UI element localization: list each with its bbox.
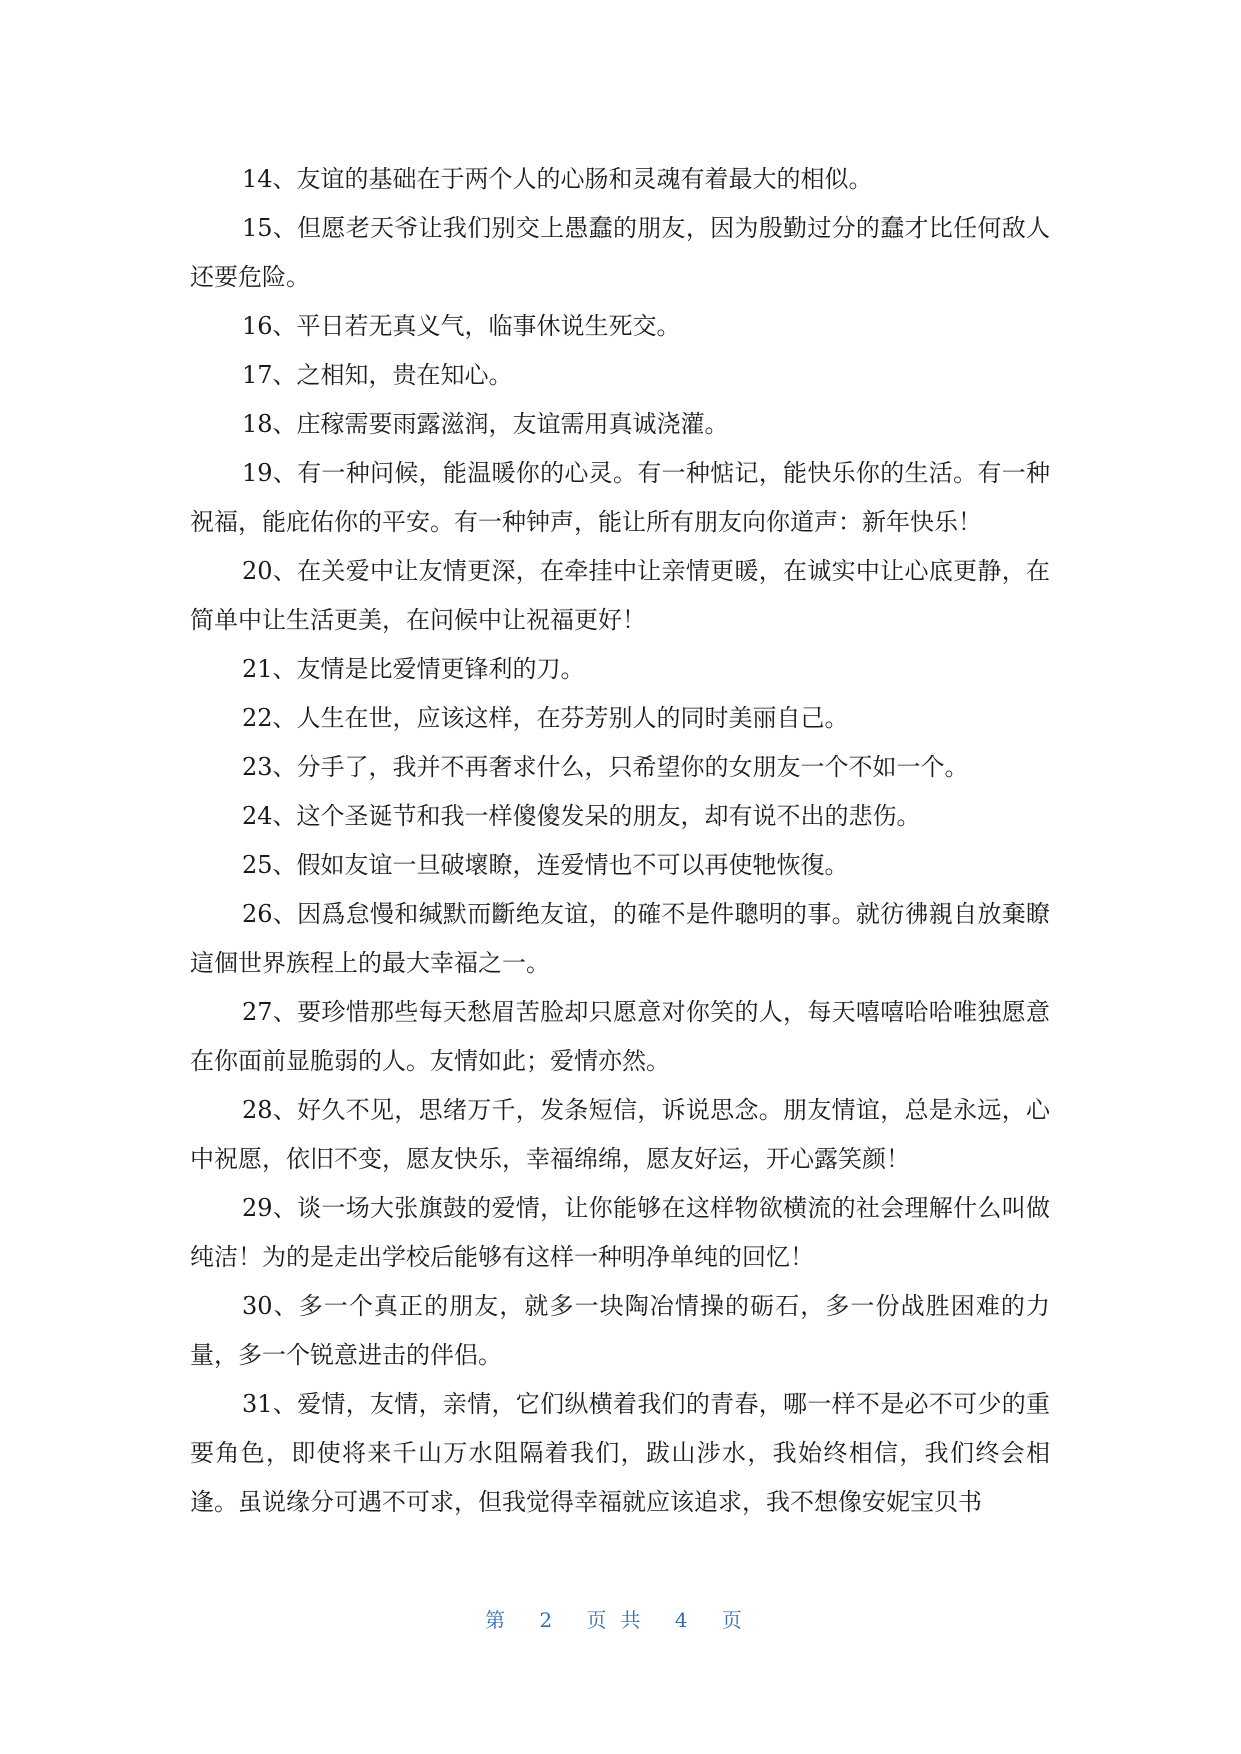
paragraph-22: 22、人生在世，应该这样，在芬芳别人的同时美丽自己。 (242, 704, 849, 732)
paragraph-14: 14、友谊的基础在于两个人的心肠和灵魂有着最大的相似。 (242, 165, 873, 193)
paragraph-20: 20、在关爱中让友情更深，在牵挂中让亲情更暖，在诚实中让心底更静，在简单中让生活更美，在问候中让祝福更好！ (190, 557, 1050, 634)
paragraph-28: 28、好久不见，思绪万千，发条短信，诉说思念。朋友情谊，总是永远，心中祝愿，依旧不变，愿友快乐，幸福绵绵，愿友好运，开心露笑颜！ (190, 1096, 1050, 1173)
paragraph-16: 16、平日若无真义气，临事休说生死交。 (242, 312, 681, 340)
paragraph-23: 23、分手了，我并不再奢求什么，只希望你的女朋友一个不如一个。 (242, 753, 969, 781)
paragraph-27: 27、要珍惜那些每天愁眉苦脸却只愿意对你笑的人，每天嘻嘻哈哈唯独愿意在你面前显脆弱的人。友情如此；爱情亦然。 (190, 998, 1050, 1075)
paragraph-26: 26、因爲怠慢和缄默而斷绝友谊，的確不是件聰明的事。就彷彿親自放棄瞭這個世界族程上的最大幸福之一。 (190, 900, 1050, 977)
paragraph-19: 19、有一种问候，能温暖你的心灵。有一种惦记，能快乐你的生活。有一种祝福，能庇佑你的平安。有一种钟声，能让所有朋友向你道声：新年快乐！ (190, 459, 1050, 536)
paragraph-15: 15、但愿老天爷让我们别交上愚蠢的朋友，因为殷勤过分的蠢才比任何敌人还要危险。 (190, 214, 1050, 291)
paragraph-29: 29、谈一场大张旗鼓的爱情，让你能够在这样物欲横流的社会理解什么叫做纯洁！为的是走出学校后能够有这样一种明净单纯的回忆！ (190, 1194, 1050, 1271)
paragraph-31: 31、爱情，友情，亲情，它们纵横着我们的青春，哪一样不是必不可少的重要角色，即使将来千山万水阻隔着我们，跋山涉水，我始终相信，我们终会相逢。虽说缘分可遇不可求，但我觉得幸福就应该追求，我不想像安妮宝贝书 (190, 1390, 1050, 1516)
paragraph-30: 30、多一个真正的朋友，就多一块陶冶情操的砺石，多一份战胜困难的力量，多一个锐意进击的伴侣。 (190, 1292, 1050, 1369)
paragraph-21: 21、友情是比爱情更锋利的刀。 (242, 655, 585, 683)
paragraph-25: 25、假如友谊一旦破壞瞭，连爱情也不可以再使牠恢復。 (242, 851, 849, 879)
page-number-footer: 第 2 页共 4 页 (485, 1608, 756, 1632)
paragraph-24: 24、这个圣诞节和我一样傻傻发呆的朋友，却有说不出的悲伤。 (242, 802, 921, 830)
page-content (190, 155, 1050, 1527)
paragraph-18: 18、庄稼需要雨露滋润，友谊需用真诚浇灌。 (242, 410, 729, 438)
paragraph-17: 17、之相知，贵在知心。 (242, 361, 513, 389)
